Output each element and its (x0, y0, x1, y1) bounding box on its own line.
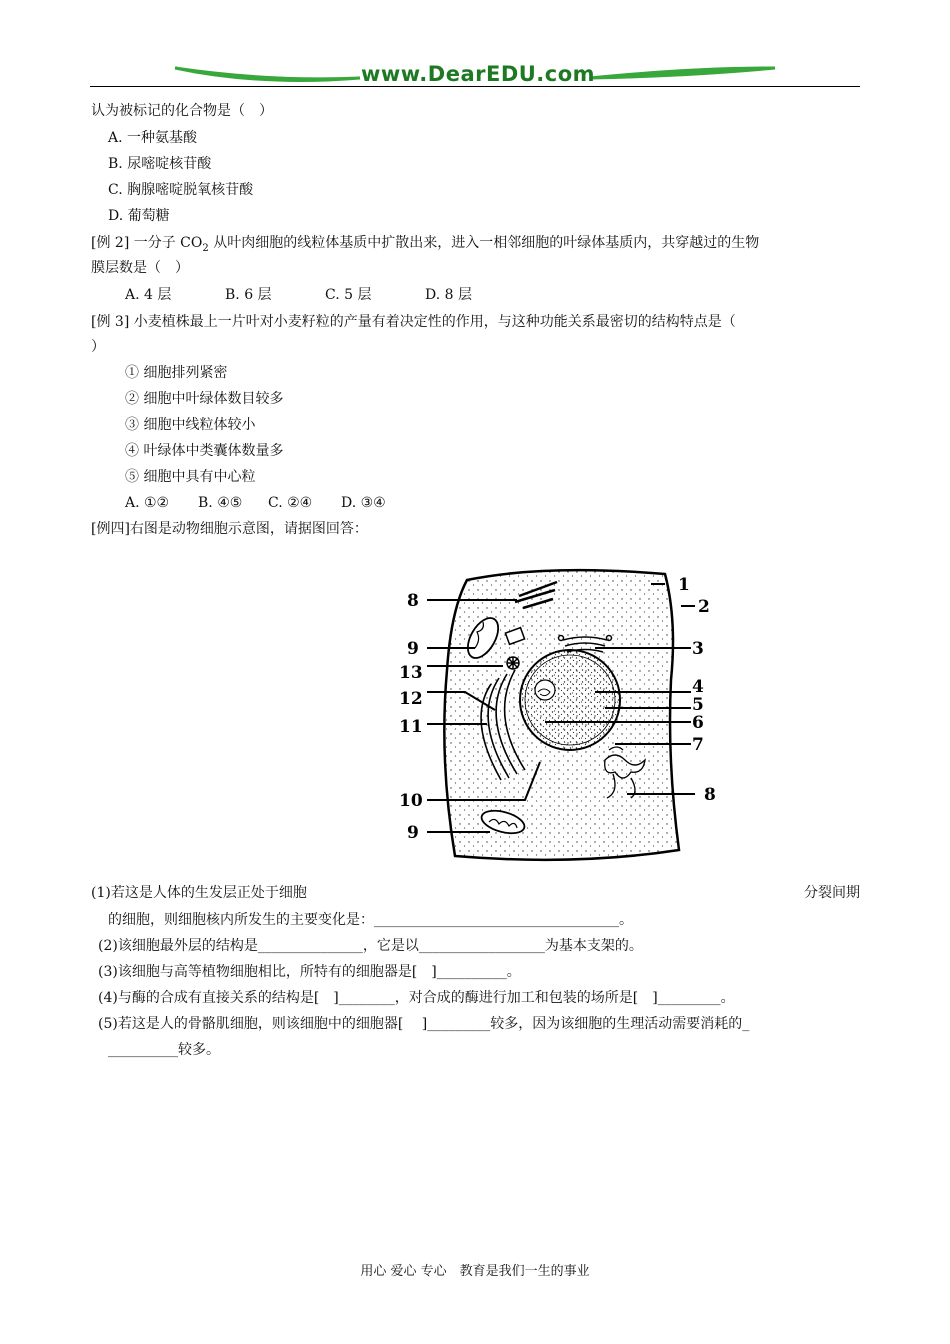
label-13: 13 (399, 663, 423, 683)
logo-text: www.DearEDU.com (360, 62, 596, 86)
q1-option-a: A. 一种氨基酸 (108, 130, 198, 146)
label-11: 11 (399, 717, 423, 737)
label-9-top: 9 (407, 639, 419, 659)
ex2-option-b: B. 6 层 (225, 287, 272, 303)
ex3-item-1: ① 细胞排列紧密 (125, 365, 228, 381)
ex3-item-3: ③ 细胞中线粒体较小 (125, 417, 256, 433)
label-7: 7 (692, 735, 704, 755)
ex3-options (125, 493, 386, 513)
q1-stem: 认为被标记的化合物是（ ） (91, 103, 273, 119)
ex2-option-d: D. 8 层 (425, 287, 472, 303)
label-5: 5 (692, 695, 704, 715)
label-1: 1 (678, 575, 690, 595)
ex4-q2: (2)该细胞最外层的结构是_______________，它是以__________________为基本支架的。 (98, 938, 643, 954)
label-12: 12 (399, 689, 423, 709)
label-10: 10 (399, 791, 423, 811)
ex3-option-d: D. ③④ (341, 495, 386, 511)
label-3: 3 (692, 639, 704, 659)
ex4-q1-part-a: (1)若这是人体的生发层正处于细胞 (91, 885, 307, 901)
ex4-stem: [例四]右图是动物细胞示意图，请据图回答： (91, 521, 368, 537)
ex4-q1-part-b: 分裂间期 (804, 885, 860, 901)
label-9-bottom: 9 (407, 823, 419, 843)
ex2-stem: [例 2] 一分子 $CO_2$ 从叶肉细胞的线粒体基质中扩散出来，进入一相邻细胞的叶绿体基质内，共穿越过的生物 (91, 235, 760, 254)
ex2-stem-line2: 膜层数是（ ） (91, 260, 189, 276)
ex2-options (125, 285, 472, 305)
ex2-option-a: A. 4 层 (125, 287, 172, 303)
ex4-q5-line1: (5)若这是人的骨骼肌细胞，则该细胞中的细胞器[ ]_________较多，因为该细胞的生理活动需要消耗的_ (98, 1016, 750, 1032)
label-6: 6 (692, 713, 704, 733)
nucleolus (535, 680, 555, 700)
ex4-q3: (3)该细胞与高等植物细胞相比，所特有的细胞器是[ ]__________。 (98, 964, 521, 980)
ex4-q1-part-c: 的细胞，则细胞核内所发生的主要变化是：___________________________________。 (108, 912, 633, 928)
q1-option-d: D. 葡萄糖 (108, 208, 170, 224)
label-2: 2 (698, 597, 710, 617)
ex3-stem-line2: ） (91, 339, 105, 355)
ex3-option-b: B. ④⑤ (198, 495, 243, 511)
ex4-q4: (4)与酶的合成有直接关系的结构是[ ]________，对合成的酶进行加工和包装的场所是[ ]_________。 (98, 990, 735, 1006)
ex3-item-4: ④ 叶绿体中类囊体数量多 (125, 443, 284, 459)
ex3-item-5: ⑤ 细胞中具有中心粒 (125, 469, 256, 485)
ex3-item-2: ② 细胞中叶绿体数目较多 (125, 391, 284, 407)
nucleus (520, 650, 620, 750)
label-4: 4 (692, 677, 704, 697)
header-rule (90, 86, 860, 87)
page-footer: 用心 爱心 专心 教育是我们一生的事业 (360, 1264, 590, 1279)
q1-option-c: C. 胸腺嘧啶脱氧核苷酸 (108, 182, 254, 198)
ex3-stem: [例 3] 小麦植株最上一片叶对小麦籽粒的产量有着决定性的作用，与这种功能关系最密切的结构特点是（ (91, 314, 736, 330)
q1-option-b: B. 尿嘧啶核苷酸 (108, 156, 212, 172)
ex2-option-c: C. 5 层 (325, 287, 372, 303)
ex4-q5-line2: __________较多。 (108, 1042, 220, 1058)
label-8-bottom: 8 (704, 785, 716, 805)
label-8-top: 8 (407, 591, 419, 611)
ex3-option-a: A. ①② (125, 495, 170, 511)
ex3-option-c: C. ②④ (268, 495, 313, 511)
animal-cell-diagram (395, 560, 730, 870)
